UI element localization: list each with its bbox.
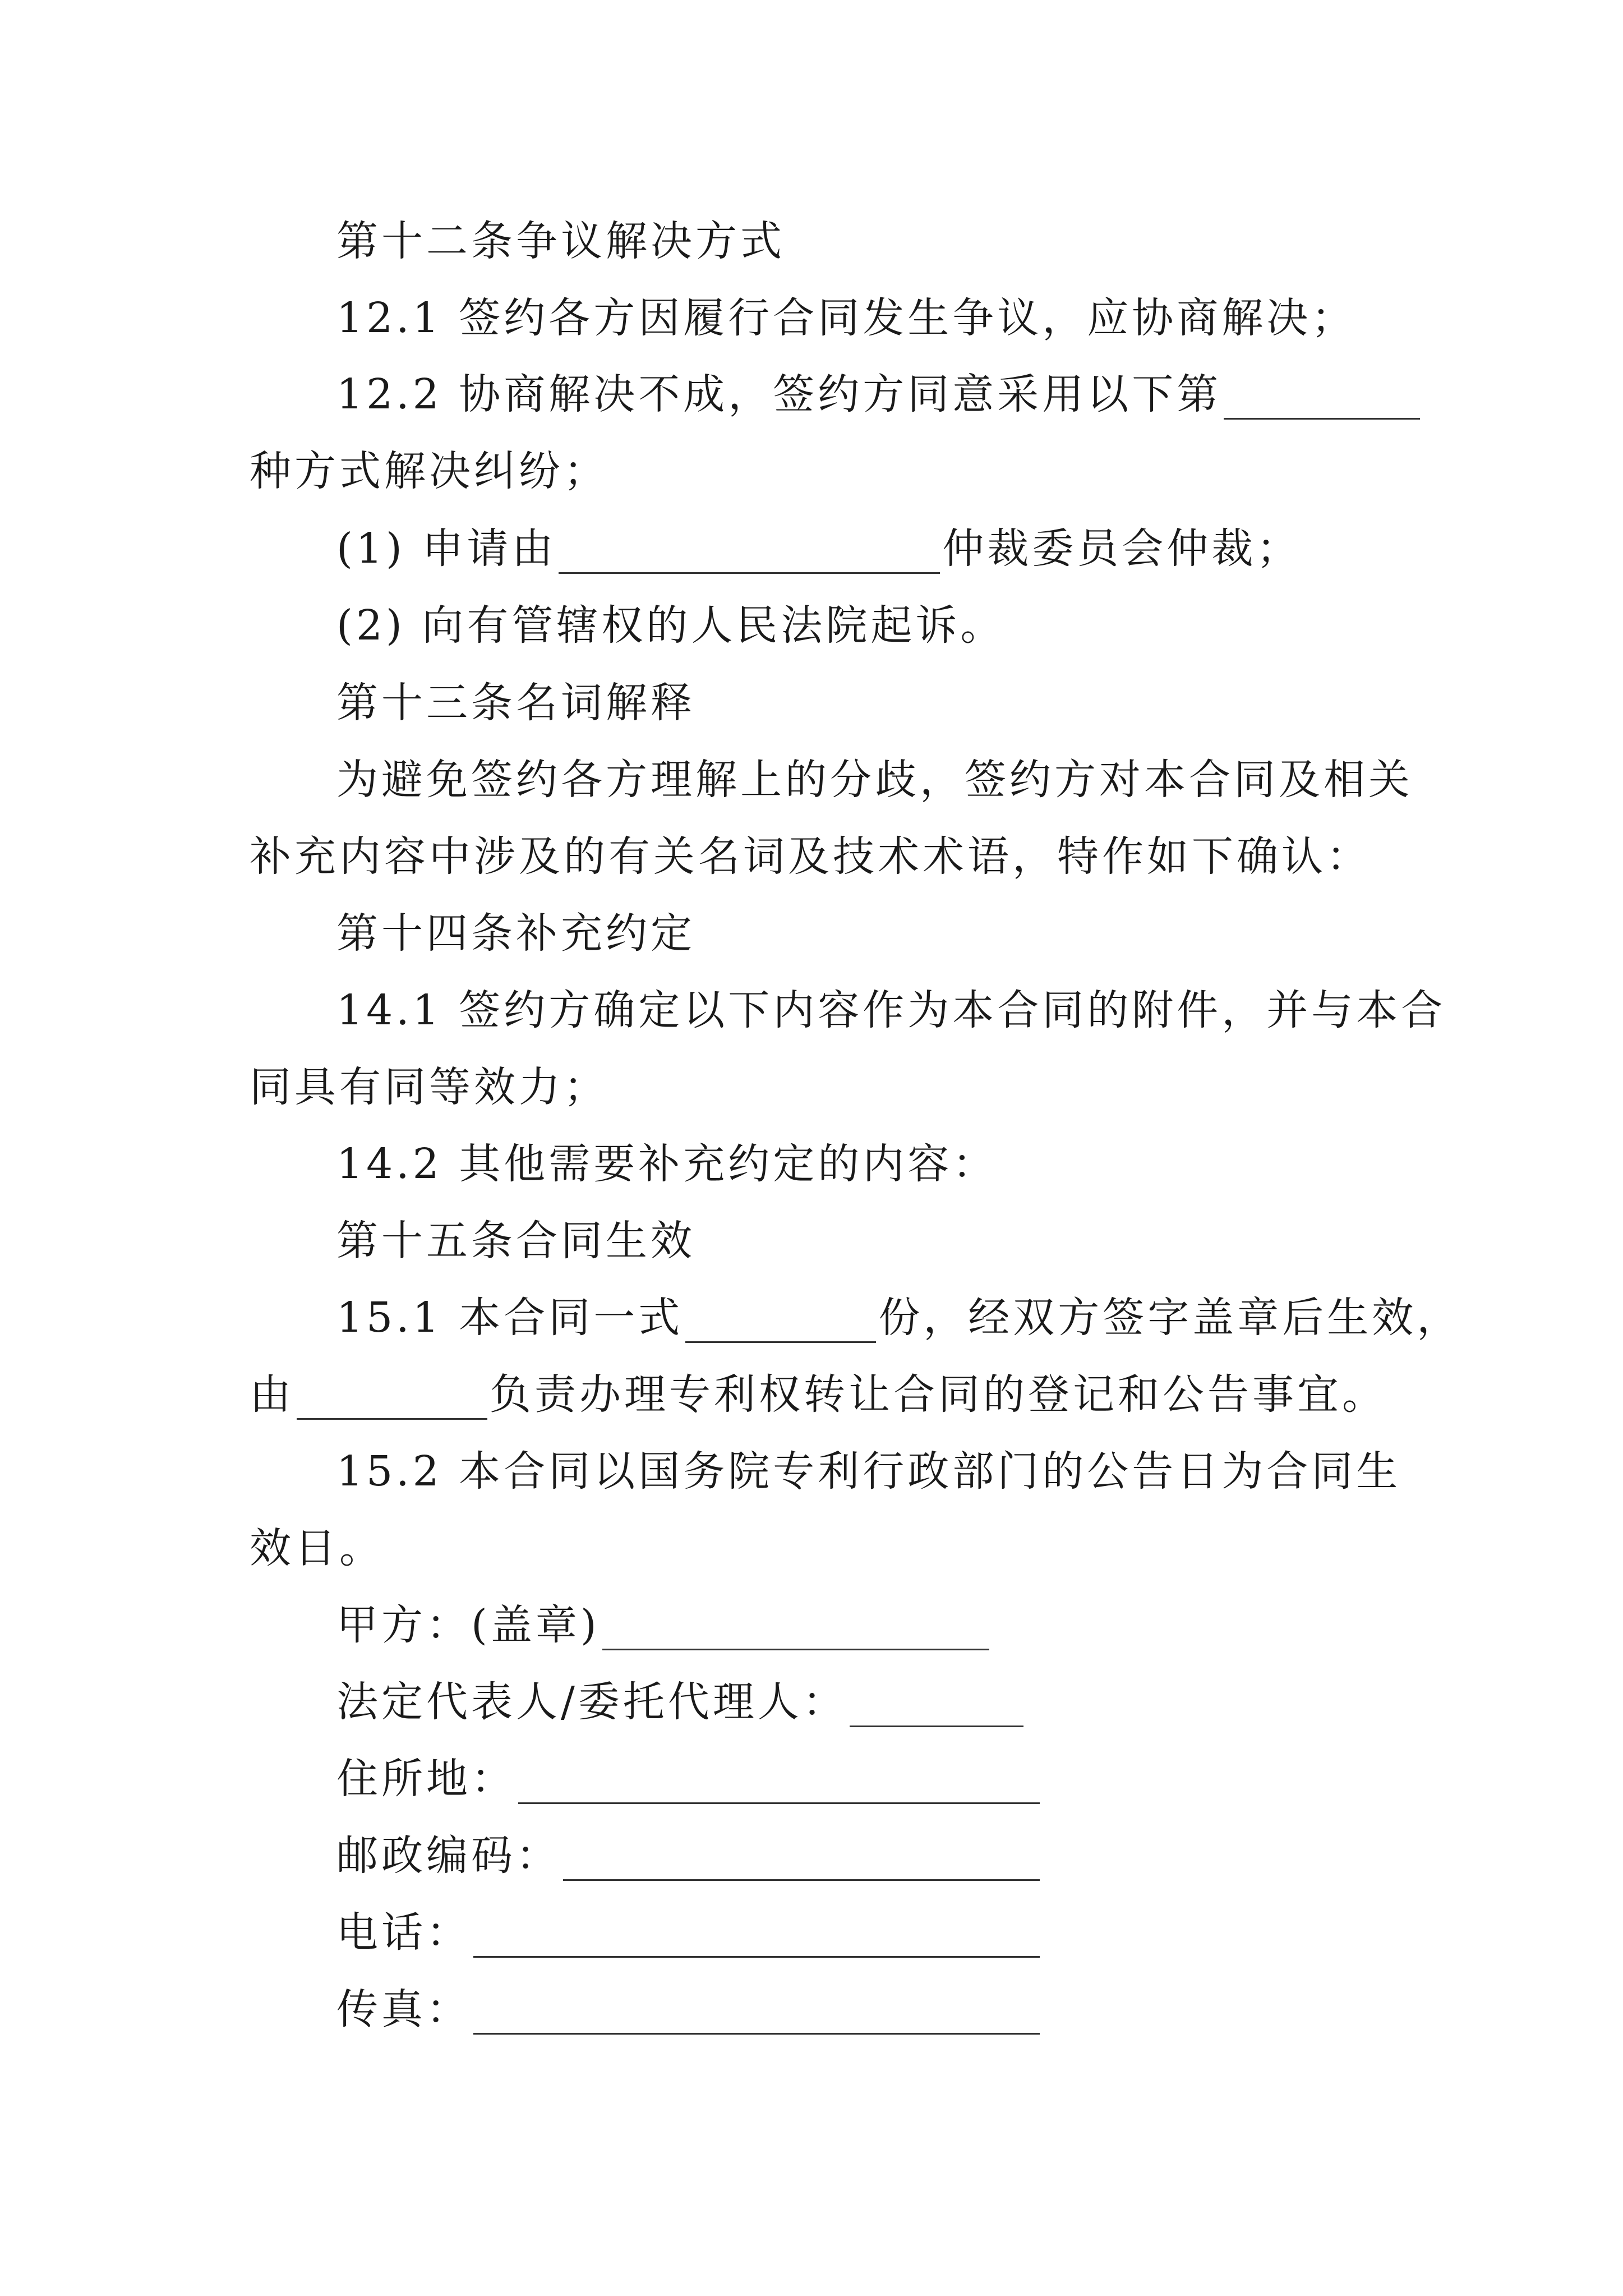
clause-12-2: 12.2 协商解决不成，签约方同意采用以下第 <box>336 369 1422 420</box>
fax-blank[interactable] <box>473 1994 1040 2035</box>
clause-14-2: 14.2 其他需要补充约定的内容： <box>336 1140 998 1188</box>
article-13-text-continued: 补充内容中涉及的有关名词及技术术语，特作如下确认： <box>250 832 1371 881</box>
article-13-heading: 第十三条名词解释 <box>336 679 695 727</box>
phone-blank[interactable] <box>473 1917 1040 1958</box>
clause-15-1: 15.1 本合同一式 份，经双方签字盖章后生效， <box>336 1294 1462 1342</box>
address-line: 住所地： <box>336 1754 1042 1804</box>
party-a-seal-line: 甲方：(盖章) <box>336 1600 992 1650</box>
article-14-heading: 第十四条补充约定 <box>336 909 695 958</box>
clause-15-1-continued: 由 负责办理专利权转让合同的登记和公告事宜。 <box>250 1370 1387 1419</box>
party-a-seal-blank[interactable] <box>602 1609 989 1650</box>
address-blank[interactable] <box>518 1763 1040 1804</box>
clause-12-1: 12.1 签约各方因履行合同发生争议，应协商解决； <box>336 294 1357 342</box>
clause-15-2: 15.2 本合同以国务院专利行政部门的公告日为合同生 <box>336 1447 1401 1496</box>
clause-14-1: 14.1 签约方确定以下内容作为本合同的附件，并与本合 <box>336 986 1446 1034</box>
article-15-heading: 第十五条合同生效 <box>336 1217 695 1265</box>
legal-representative-line: 法定代表人/委托代理人： <box>336 1677 1026 1727</box>
clause-12-option-1: (1) 申请由 仲裁委员会仲裁； <box>336 524 1302 573</box>
copies-count-blank[interactable] <box>685 1302 876 1343</box>
clause-12-2-continued: 种方式解决纠纷； <box>250 447 608 495</box>
clause-12-option-2: (2) 向有管辖权的人民法院起诉。 <box>336 601 1006 650</box>
clause-15-2-continued: 效日。 <box>250 1524 384 1572</box>
article-12-heading: 第十二条争议解决方式 <box>336 217 785 265</box>
legal-representative-blank[interactable] <box>850 1686 1023 1727</box>
clause-14-1-continued: 同具有同等效力； <box>250 1063 608 1111</box>
article-13-text: 为避免签约各方理解上的分歧，签约方对本合同及相关 <box>336 756 1413 804</box>
phone-line: 电话： <box>336 1907 1042 1958</box>
responsible-party-blank[interactable] <box>297 1379 487 1420</box>
fax-line: 传真： <box>336 1984 1042 2035</box>
dispute-method-blank[interactable] <box>1224 379 1420 420</box>
postal-code-blank[interactable] <box>563 1840 1040 1881</box>
postal-code-line: 邮政编码： <box>336 1830 1042 1881</box>
arbitration-committee-blank[interactable] <box>559 533 940 574</box>
